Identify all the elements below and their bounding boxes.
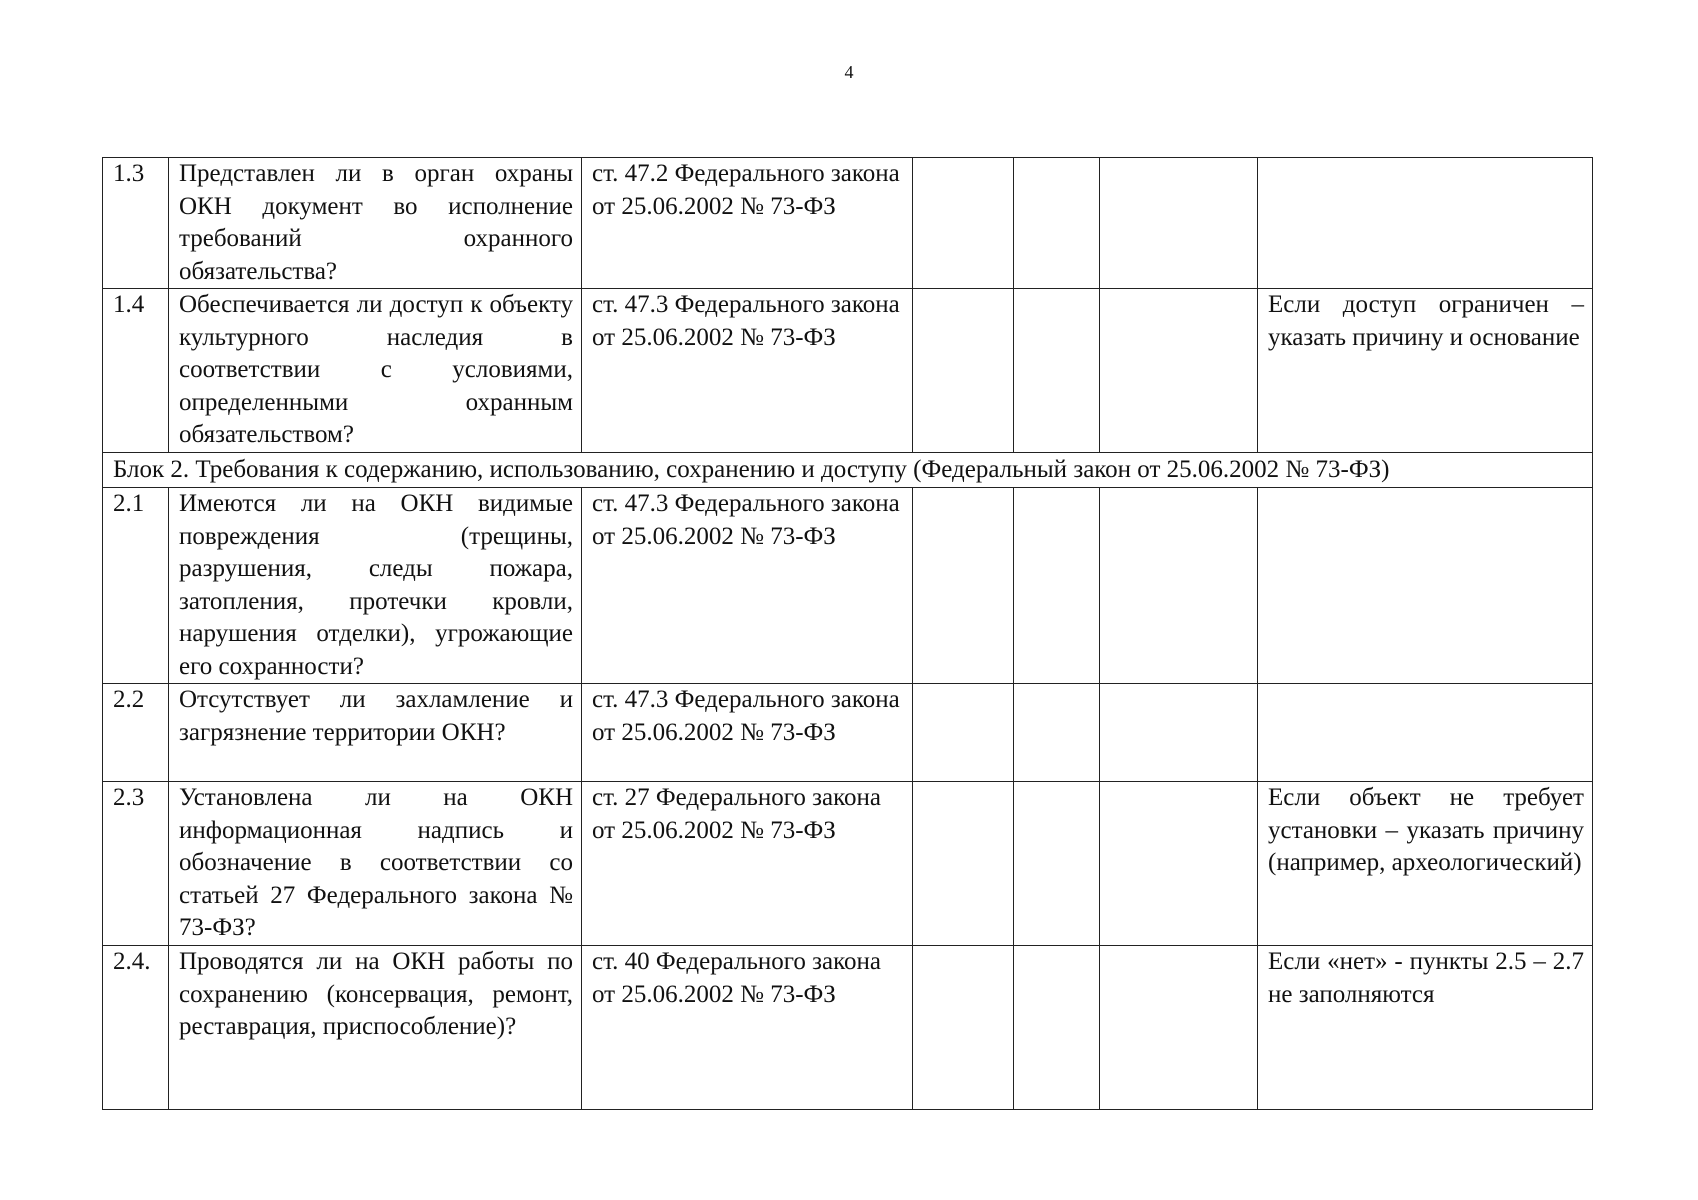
answer-cell-no <box>1014 782 1100 946</box>
note-cell <box>1258 488 1593 684</box>
answer-cell-yes <box>913 782 1014 946</box>
table-row <box>103 946 1593 1110</box>
note-cell: Если доступ ограничен – указать причину и основание <box>1258 289 1593 453</box>
question-cell: Отсутствует ли захламление и загрязнение территории ОКН? <box>169 684 582 782</box>
reference-cell: ст. 47.2 Федерального закона от 25.06.2002 № 73-ФЗ <box>582 158 913 289</box>
answer-cell-no <box>1014 946 1100 1110</box>
row-number: 2.1 <box>103 488 169 684</box>
answer-cell-yes <box>913 684 1014 782</box>
reference-cell: ст. 47.3 Федерального закона от 25.06.2002 № 73-ФЗ <box>582 289 913 453</box>
answer-cell-no <box>1014 488 1100 684</box>
reference-cell: ст. 47.3 Федерального закона от 25.06.2002 № 73-ФЗ <box>582 488 913 684</box>
answer-cell-na <box>1100 158 1258 289</box>
answer-cell-na <box>1100 684 1258 782</box>
answer-cell-yes <box>913 946 1014 1110</box>
reference-cell: ст. 40 Федерального закона от 25.06.2002 № 73-ФЗ <box>582 946 913 1110</box>
row-number: 1.3 <box>103 158 169 289</box>
table-row <box>103 289 1593 453</box>
answer-cell-yes <box>913 158 1014 289</box>
question-cell: Проводятся ли на ОКН работы по сохранению (консервация, ремонт, реставрация, приспособление)? <box>169 946 582 1110</box>
row-number: 2.3 <box>103 782 169 946</box>
row-number: 2.2 <box>103 684 169 782</box>
answer-cell-yes <box>913 488 1014 684</box>
table-row <box>103 158 1593 289</box>
note-cell: Если «нет» - пункты 2.5 – 2.7 не заполняются <box>1258 946 1593 1110</box>
note-cell <box>1258 684 1593 782</box>
table-row <box>103 488 1593 684</box>
reference-cell: ст. 47.3 Федерального закона от 25.06.2002 № 73-ФЗ <box>582 684 913 782</box>
answer-cell-na <box>1100 488 1258 684</box>
row-number: 2.4. <box>103 946 169 1110</box>
answer-cell-no <box>1014 158 1100 289</box>
question-cell: Представлен ли в орган охраны ОКН документ во исполнение требований охранного обязательства? <box>169 158 582 289</box>
question-cell: Установлена ли на ОКН информационная надпись и обозначение в соответствии со статьей 27 Федерального закона № 73-ФЗ? <box>169 782 582 946</box>
table-row <box>103 782 1593 946</box>
row-number: 1.4 <box>103 289 169 453</box>
question-cell: Обеспечивается ли доступ к объекту культурного наследия в соответствии с условиями, определенными охранным обязательством? <box>169 289 582 453</box>
answer-cell-no <box>1014 684 1100 782</box>
page-number: 4 <box>844 62 854 82</box>
question-cell: Имеются ли на ОКН видимые повреждения (трещины, разрушения, следы пожара, затопления, протечки кровли, нарушения отделки), угрожающие его сохранности? <box>169 488 582 684</box>
table-row <box>103 684 1593 782</box>
answer-cell-no <box>1014 289 1100 453</box>
block-2-title: Блок 2. Требования к содержанию, использованию, сохранению и доступу (Федеральный закон от 25.06.2002 № 73-ФЗ) <box>103 453 1593 488</box>
note-cell <box>1258 158 1593 289</box>
answer-cell-yes <box>913 289 1014 453</box>
answer-cell-na <box>1100 946 1258 1110</box>
answer-cell-na <box>1100 289 1258 453</box>
block-header-row <box>103 453 1593 488</box>
checklist-table <box>102 157 1593 1110</box>
note-cell: Если объект не требует установки – указать причину (например, археологический) <box>1258 782 1593 946</box>
answer-cell-na <box>1100 782 1258 946</box>
reference-cell: ст. 27 Федерального закона от 25.06.2002 № 73-ФЗ <box>582 782 913 946</box>
